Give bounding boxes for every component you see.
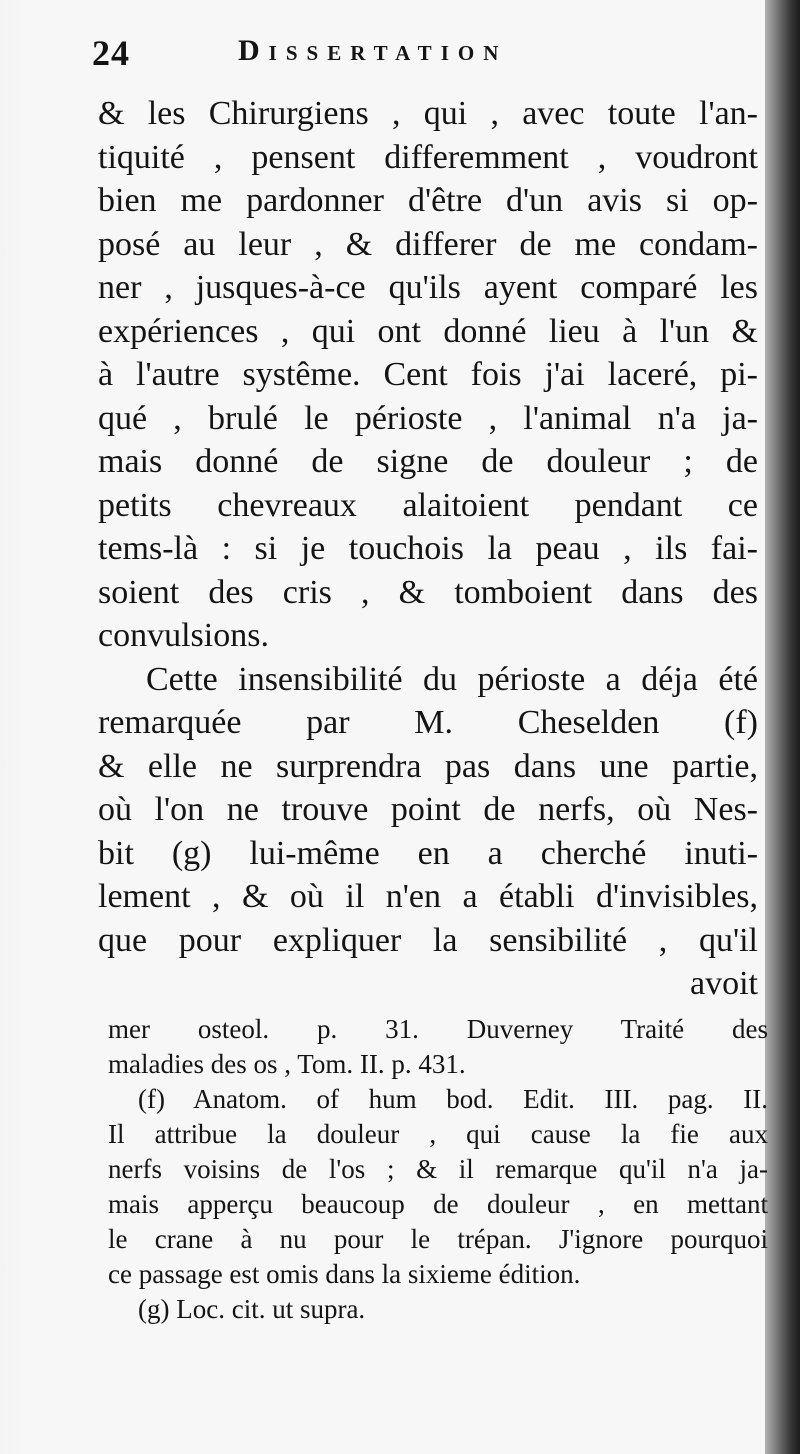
text-line: bit (g) lui-même en a cherché inuti-: [98, 834, 758, 872]
catchword: avoit: [690, 965, 758, 1002]
footnote-line: Il attribue la douleur , qui cause la fie aux: [108, 1119, 768, 1149]
footnote-line: (f) Anatom. of hum bod. Edit. III. pag. II.: [138, 1084, 768, 1114]
text-line: bien me pardonner d'être d'un avis si op-: [98, 182, 758, 219]
footnote-line: le crane à nu pour le trépan. J'ignore pourquoi: [108, 1224, 768, 1254]
text-line: soient des cris , & tomboient dans des: [98, 573, 758, 611]
text-line: que pour expliquer la sensibilité , qu'il: [98, 921, 758, 959]
text-line: expériences , qui ont donné lieu à l'un &: [98, 312, 758, 350]
text-line: posé au leur , & differer de me condam-: [98, 225, 758, 263]
text-line: & les Chirurgiens , qui , avec toute l'an-: [98, 95, 758, 132]
text-line: ner , jusques-à-ce qu'ils ayent comparé les: [98, 269, 758, 306]
text-line: remarquée par M. Cheselden (f): [98, 704, 758, 741]
footnote-line: nerfs voisins de l'os ; & il remarque qu'il n'a ja-: [108, 1154, 768, 1184]
text-line: qué , brulé le périoste , l'animal n'a ja-: [98, 399, 758, 437]
text-line: lement , & où il n'en a établi d'invisibles,: [98, 878, 758, 915]
footnote-line: mais apperçu beaucoup de douleur , en mettant: [108, 1189, 768, 1219]
text-line: à l'autre systême. Cent fois j'ai laceré, pi-: [98, 356, 758, 393]
page-number: 24: [92, 33, 130, 73]
footnote-line: mer osteol. p. 31. Duverney Traité des: [108, 1014, 768, 1044]
footnote-line: ce passage est omis dans la sixieme édition.: [108, 1259, 581, 1289]
page-header: [92, 28, 612, 78]
text-line: convulsions.: [98, 617, 269, 654]
text-line: tiquité , pensent differemment , voudront: [98, 138, 758, 176]
footnote-line: (g) Loc. cit. ut supra.: [138, 1294, 366, 1324]
text-line: Cette insensibilité du périoste a déja été: [146, 660, 758, 698]
main-text: [98, 92, 758, 1006]
text-line: tems-là : si je touchois la peau , ils fai-: [98, 530, 758, 567]
footnote-line: maladies des os , Tom. II. p. 431.: [108, 1049, 466, 1079]
footnotes: [108, 1012, 768, 1327]
text-line: mais donné de signe de douleur ; de: [98, 443, 758, 480]
text-line: où l'on ne trouve point de nerfs, où Nes-: [98, 791, 758, 828]
running-head: Dissertation: [238, 34, 508, 67]
text-line: & elle ne surprendra pas dans une partie,: [98, 747, 758, 785]
text-line: petits chevreaux alaitoient pendant ce: [98, 486, 758, 524]
